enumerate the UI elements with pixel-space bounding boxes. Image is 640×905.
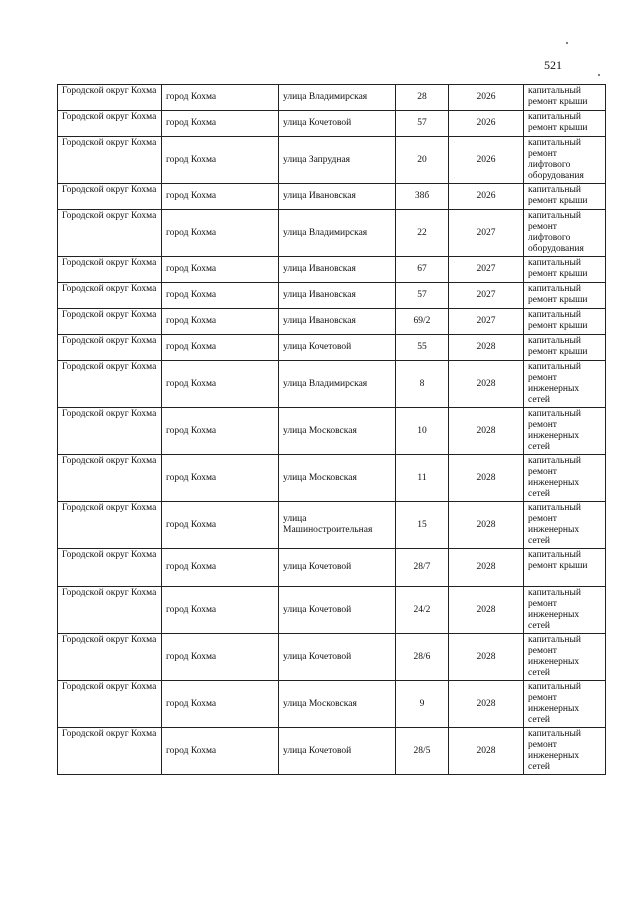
district-cell: Городской округ Кохма (58, 85, 162, 111)
city-cell: город Кохма (162, 455, 279, 502)
year-cell: 2028 (449, 549, 524, 587)
city-cell: город Кохма (162, 283, 279, 309)
work-type-cell: капитальный ремонт крыши (524, 335, 606, 361)
house-number-cell: 8 (396, 361, 449, 408)
district-cell: Городской округ Кохма (58, 549, 162, 587)
city-cell: город Кохма (162, 257, 279, 283)
table-row (58, 361, 606, 408)
district-cell: Городской округ Кохма (58, 210, 162, 257)
city-cell: город Кохма (162, 184, 279, 210)
house-number-cell: 28/6 (396, 634, 449, 681)
street-cell: улица Ивановская (279, 257, 396, 283)
house-number-cell: 38б (396, 184, 449, 210)
house-number-cell: 10 (396, 408, 449, 455)
street-cell: улица Владимирская (279, 361, 396, 408)
street-cell: улица Ивановская (279, 283, 396, 309)
table-row (58, 502, 606, 549)
work-type-cell: капитальный ремонт инженерных сетей (524, 728, 606, 775)
year-cell: 2027 (449, 309, 524, 335)
work-type-cell: капитальный ремонт инженерных сетей (524, 502, 606, 549)
year-cell: 2027 (449, 257, 524, 283)
street-cell: улица Машиностроительная (279, 502, 396, 549)
city-cell: город Кохма (162, 502, 279, 549)
year-cell: 2028 (449, 681, 524, 728)
year-cell: 2028 (449, 335, 524, 361)
city-cell: город Кохма (162, 335, 279, 361)
district-cell: Городской округ Кохма (58, 137, 162, 184)
table-row (58, 634, 606, 681)
city-cell: город Кохма (162, 210, 279, 257)
table-row (58, 111, 606, 137)
street-cell: улица Московская (279, 455, 396, 502)
street-cell: улица Кочетовой (279, 549, 396, 587)
table-row (58, 455, 606, 502)
street-cell: улица Запрудная (279, 137, 396, 184)
district-cell: Городской округ Кохма (58, 681, 162, 728)
house-number-cell: 57 (396, 283, 449, 309)
street-cell: улица Владимирская (279, 210, 396, 257)
street-cell: улица Кочетовой (279, 587, 396, 634)
street-cell: улица Кочетовой (279, 335, 396, 361)
year-cell: 2026 (449, 111, 524, 137)
table-row (58, 681, 606, 728)
house-number-cell: 20 (396, 137, 449, 184)
year-cell: 2028 (449, 408, 524, 455)
work-type-cell: капитальный ремонт инженерных сетей (524, 408, 606, 455)
year-cell: 2028 (449, 502, 524, 549)
district-cell: Городской округ Кохма (58, 283, 162, 309)
year-cell: 2028 (449, 587, 524, 634)
city-cell: город Кохма (162, 728, 279, 775)
district-cell: Городской округ Кохма (58, 455, 162, 502)
year-cell: 2027 (449, 210, 524, 257)
table-row (58, 587, 606, 634)
work-type-cell: капитальный ремонт крыши (524, 549, 606, 587)
work-type-cell: капитальный ремонт инженерных сетей (524, 455, 606, 502)
house-number-cell: 24/2 (396, 587, 449, 634)
district-cell: Городской округ Кохма (58, 728, 162, 775)
district-cell: Городской округ Кохма (58, 361, 162, 408)
street-cell: улица Ивановская (279, 184, 396, 210)
city-cell: город Кохма (162, 309, 279, 335)
house-number-cell: 57 (396, 111, 449, 137)
year-cell: 2028 (449, 728, 524, 775)
city-cell: город Кохма (162, 111, 279, 137)
work-type-cell: капитальный ремонт крыши (524, 111, 606, 137)
year-cell: 2026 (449, 137, 524, 184)
year-cell: 2026 (449, 85, 524, 111)
table-row (58, 184, 606, 210)
city-cell: город Кохма (162, 587, 279, 634)
house-number-cell: 67 (396, 257, 449, 283)
street-cell: улица Московская (279, 408, 396, 455)
table-row (58, 257, 606, 283)
house-number-cell: 69/2 (396, 309, 449, 335)
work-type-cell: капитальный ремонт лифтового оборудования (524, 210, 606, 257)
scan-speck (566, 42, 568, 44)
city-cell: город Кохма (162, 549, 279, 587)
table-row (58, 283, 606, 309)
district-cell: Городской округ Кохма (58, 309, 162, 335)
year-cell: 2028 (449, 455, 524, 502)
district-cell: Городской округ Кохма (58, 502, 162, 549)
district-cell: Городской округ Кохма (58, 335, 162, 361)
city-cell: город Кохма (162, 681, 279, 728)
city-cell: город Кохма (162, 85, 279, 111)
house-number-cell: 11 (396, 455, 449, 502)
capital-repair-table (57, 84, 606, 775)
year-cell: 2027 (449, 283, 524, 309)
district-cell: Городской округ Кохма (58, 257, 162, 283)
house-number-cell: 15 (396, 502, 449, 549)
district-cell: Городской округ Кохма (58, 634, 162, 681)
work-type-cell: капитальный ремонт инженерных сетей (524, 681, 606, 728)
district-cell: Городской округ Кохма (58, 408, 162, 455)
house-number-cell: 9 (396, 681, 449, 728)
street-cell: улица Ивановская (279, 309, 396, 335)
work-type-cell: капитальный ремонт инженерных сетей (524, 634, 606, 681)
house-number-cell: 55 (396, 335, 449, 361)
year-cell: 2026 (449, 184, 524, 210)
year-cell: 2028 (449, 361, 524, 408)
table-row (58, 408, 606, 455)
city-cell: город Кохма (162, 361, 279, 408)
district-cell: Городской округ Кохма (58, 184, 162, 210)
street-cell: улица Кочетовой (279, 728, 396, 775)
house-number-cell: 28/7 (396, 549, 449, 587)
work-type-cell: капитальный ремонт крыши (524, 283, 606, 309)
scan-speck (598, 74, 600, 76)
work-type-cell: капитальный ремонт инженерных сетей (524, 587, 606, 634)
table-row (58, 309, 606, 335)
table-row (58, 549, 606, 587)
street-cell: улица Московская (279, 681, 396, 728)
year-cell: 2028 (449, 634, 524, 681)
work-type-cell: капитальный ремонт лифтового оборудования (524, 137, 606, 184)
house-number-cell: 22 (396, 210, 449, 257)
work-type-cell: капитальный ремонт крыши (524, 309, 606, 335)
work-type-cell: капитальный ремонт крыши (524, 257, 606, 283)
city-cell: город Кохма (162, 634, 279, 681)
work-type-cell: капитальный ремонт крыши (524, 184, 606, 210)
table-row (58, 335, 606, 361)
table-row (58, 728, 606, 775)
work-type-cell: капитальный ремонт инженерных сетей (524, 361, 606, 408)
table-row (58, 137, 606, 184)
district-cell: Городской округ Кохма (58, 587, 162, 634)
city-cell: город Кохма (162, 408, 279, 455)
table-row (58, 85, 606, 111)
city-cell: город Кохма (162, 137, 279, 184)
street-cell: улица Кочетовой (279, 634, 396, 681)
house-number-cell: 28 (396, 85, 449, 111)
work-type-cell: капитальный ремонт крыши (524, 85, 606, 111)
street-cell: улица Владимирская (279, 85, 396, 111)
table-body (58, 85, 606, 775)
page-number: 521 (544, 58, 562, 72)
house-number-cell: 28/5 (396, 728, 449, 775)
table-row (58, 210, 606, 257)
district-cell: Городской округ Кохма (58, 111, 162, 137)
street-cell: улица Кочетовой (279, 111, 396, 137)
